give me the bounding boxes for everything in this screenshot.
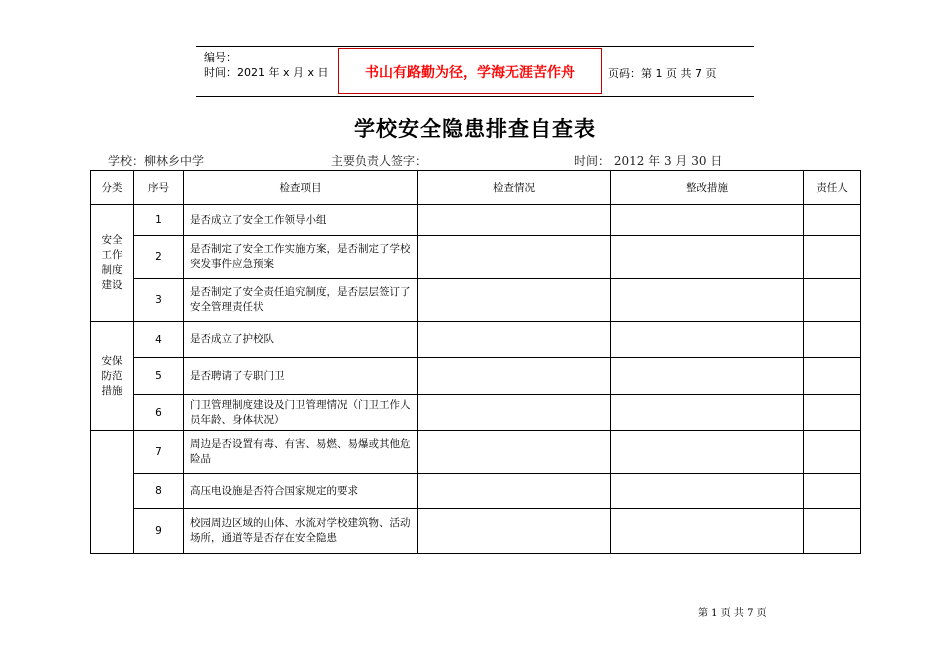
table-row: [91, 358, 861, 395]
table-row: [91, 322, 861, 358]
school-name: 学校：柳林乡中学: [108, 154, 205, 168]
table-header-row: [91, 171, 861, 205]
check-status-cell: [418, 322, 611, 358]
row-number: 7: [134, 431, 184, 474]
check-item: 是否制定了安全工作实施方案，是否制定了学校突发事件应急预案: [184, 236, 418, 279]
check-item: 门卫管理制度建设及门卫管理情况（门卫工作人员年龄、身体状况）: [184, 395, 418, 431]
header-check-item: 检查项目: [184, 171, 418, 205]
rectification-cell: [611, 279, 804, 322]
header-category: 分类: [91, 171, 134, 205]
rectification-cell: [611, 431, 804, 474]
rectification-cell: [611, 322, 804, 358]
rectification-cell: [611, 474, 804, 509]
check-status-cell: [418, 236, 611, 279]
rectification-cell: [611, 509, 804, 554]
category-label: 安全工作制度建设: [101, 234, 123, 291]
rectification-cell: [611, 358, 804, 395]
table-row: [91, 236, 861, 279]
header-number: 序号: [134, 171, 184, 205]
check-item: 是否成立了护校队: [184, 322, 418, 358]
row-number: 8: [134, 474, 184, 509]
header-bottom-rule: [196, 96, 754, 97]
check-item: 是否制定了安全责任追究制度，是否层层签订了安全管理责任状: [184, 279, 418, 322]
responsible-cell: [804, 509, 861, 554]
table-row: [91, 395, 861, 431]
header-rectification: 整改措施: [611, 171, 804, 205]
rectification-cell: [611, 395, 804, 431]
rectification-cell: [611, 205, 804, 236]
document-time-label: 时间：2021 年 x 月 x 日: [204, 66, 329, 79]
row-number: 2: [134, 236, 184, 279]
row-number: 3: [134, 279, 184, 322]
page-footer: 第 1 页 共 7 页: [698, 608, 767, 619]
responsible-cell: [804, 474, 861, 509]
row-number: 5: [134, 358, 184, 395]
category-cell: [91, 322, 134, 431]
check-date: 时间： 2012 年 3 月 30 日: [574, 154, 723, 168]
row-number: 6: [134, 395, 184, 431]
check-status-cell: [418, 474, 611, 509]
header-top-rule: [196, 46, 754, 47]
check-status-cell: [418, 279, 611, 322]
check-status-cell: [418, 358, 611, 395]
responsible-cell: [804, 279, 861, 322]
responsible-signature-label: 主要负责人签字：: [331, 154, 428, 168]
check-status-cell: [418, 509, 611, 554]
table-row: [91, 279, 861, 322]
category-cell: [91, 205, 134, 322]
responsible-cell: [804, 395, 861, 431]
check-status-cell: [418, 395, 611, 431]
category-cell: [91, 431, 134, 554]
check-item: 是否成立了安全工作领导小组: [184, 205, 418, 236]
responsible-cell: [804, 322, 861, 358]
check-item: 校园周边区域的山体、水流对学校建筑物、活动场所，通道等是否存在安全隐患: [184, 509, 418, 554]
row-number: 9: [134, 509, 184, 554]
responsible-cell: [804, 205, 861, 236]
page-number-label: 页码：第 1 页 共 7 页: [608, 67, 717, 80]
header-check-status: 检查情况: [418, 171, 611, 205]
check-item: 是否聘请了专职门卫: [184, 358, 418, 395]
header-responsible-person: 责任人: [804, 171, 861, 205]
check-item: 高压电设施是否符合国家规定的要求: [184, 474, 418, 509]
row-number: 4: [134, 322, 184, 358]
table-row: [91, 474, 861, 509]
motto-text: 书山有路勤为径，学海无涯苦作舟: [365, 65, 575, 81]
document-code-label: 编号：: [204, 51, 237, 64]
row-number: 1: [134, 205, 184, 236]
check-status-cell: [418, 205, 611, 236]
page-title: 学校安全隐患排查自查表: [354, 116, 596, 141]
table-row: [91, 431, 861, 474]
category-label: 安保防范措施: [101, 354, 123, 397]
responsible-cell: [804, 358, 861, 395]
table-row: [91, 509, 861, 554]
check-status-cell: [418, 431, 611, 474]
check-item: 周边是否设置有毒、有害、易燃、易爆或其他危险品: [184, 431, 418, 474]
responsible-cell: [804, 236, 861, 279]
table-row: [91, 205, 861, 236]
responsible-cell: [804, 431, 861, 474]
rectification-cell: [611, 236, 804, 279]
inspection-table: [90, 170, 861, 554]
